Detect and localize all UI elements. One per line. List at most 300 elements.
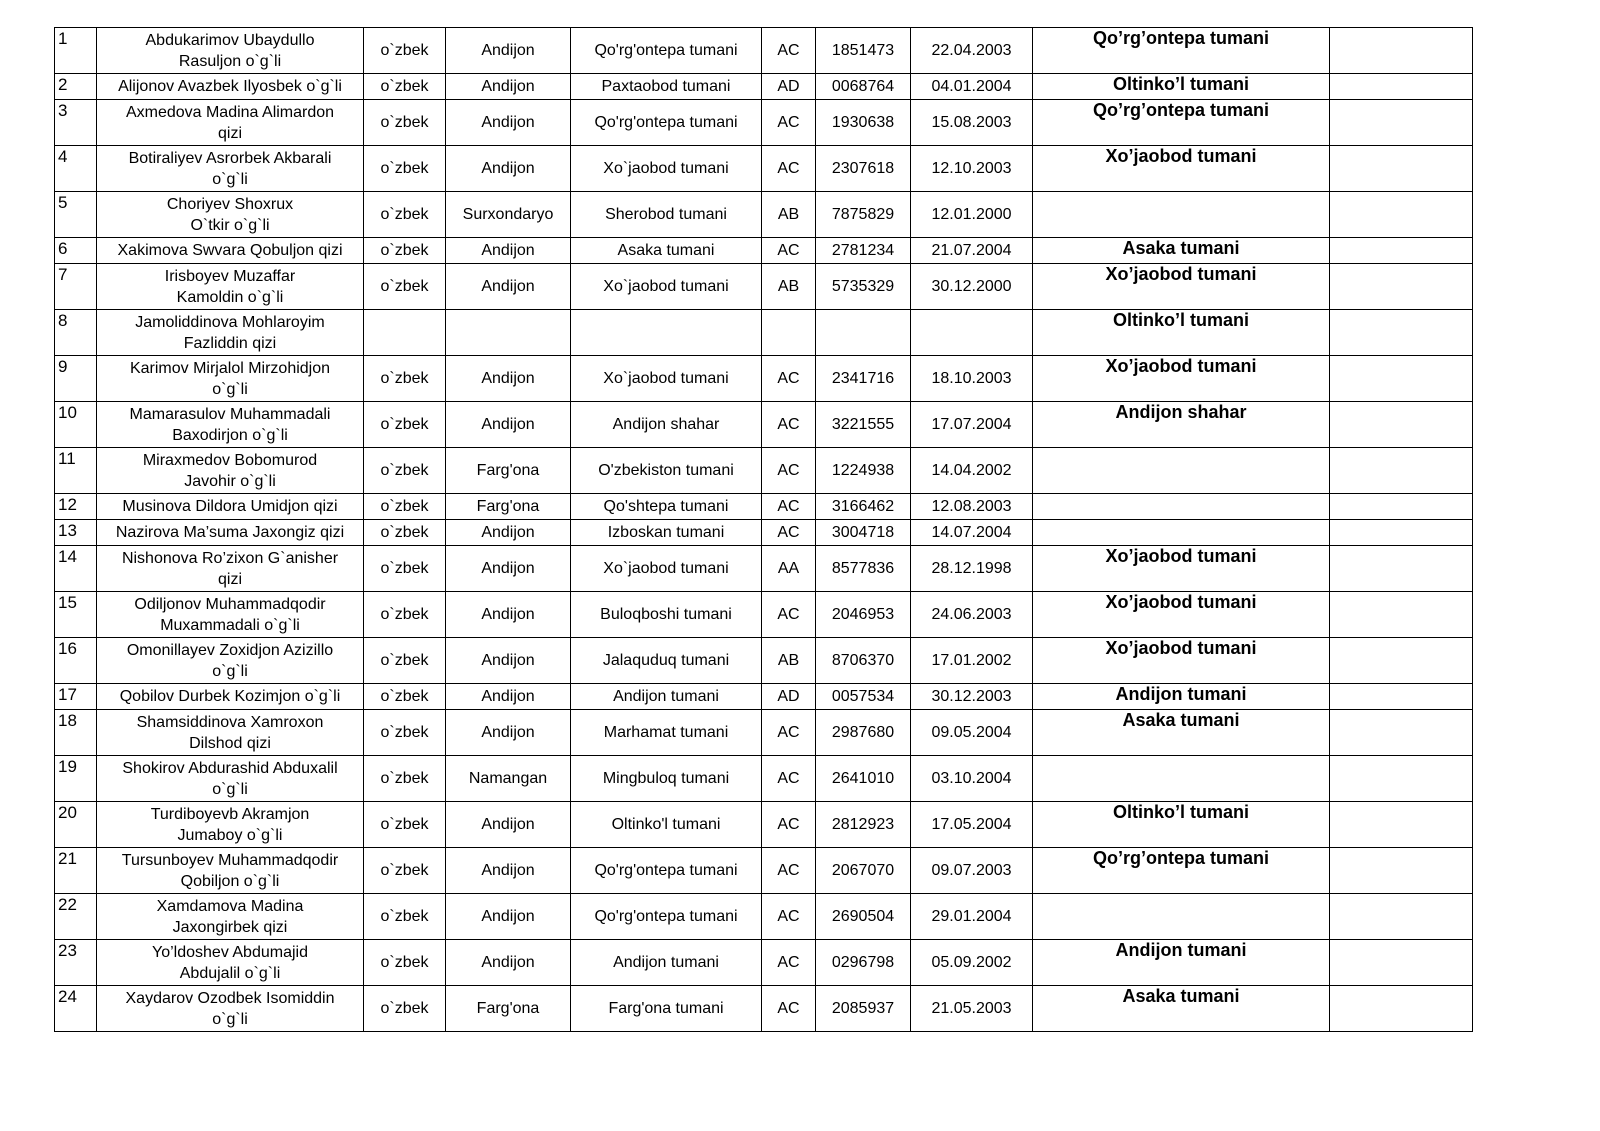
row-number: 11 — [55, 448, 97, 494]
table-row — [55, 264, 1473, 310]
assigned-district — [1033, 756, 1330, 802]
region: Andijon — [446, 802, 571, 848]
passport-number: 2085937 — [816, 986, 911, 1032]
name-line: Rasuljon o`g`li — [178, 52, 282, 70]
notes-cell — [1330, 986, 1473, 1032]
name-line: Irisboyev Muzaffar — [164, 267, 296, 285]
passport-series: AC — [762, 494, 816, 520]
assigned-district: Andijon tumani — [1033, 940, 1330, 986]
row-number: 8 — [55, 310, 97, 356]
region: Andijon — [446, 74, 571, 100]
row-number: 1 — [55, 28, 97, 74]
table-row — [55, 238, 1473, 264]
district: Xo`jaobod tumani — [571, 546, 762, 592]
name-line: Jumaboy o`g`li — [177, 826, 283, 844]
row-number: 6 — [55, 238, 97, 264]
region: Andijon — [446, 28, 571, 74]
birth-date: 14.04.2002 — [911, 448, 1033, 494]
table-row — [55, 756, 1473, 802]
nationality: o`zbek — [364, 74, 446, 100]
region: Andijon — [446, 894, 571, 940]
birth-date: 09.07.2003 — [911, 848, 1033, 894]
name-line: Abdukarimov Ubaydullo — [145, 31, 315, 49]
row-number: 4 — [55, 146, 97, 192]
nationality: o`zbek — [364, 192, 446, 238]
full-name — [97, 710, 364, 756]
birth-date: 22.04.2003 — [911, 28, 1033, 74]
full-name — [97, 74, 364, 100]
name-line: Odiljonov Muhammadqodir — [134, 595, 326, 613]
name-line: Qobilov Durbek Kozimjon o`g`li — [119, 688, 341, 705]
region: Andijon — [446, 356, 571, 402]
passport-series: AC — [762, 402, 816, 448]
birth-date — [911, 310, 1033, 356]
assigned-district — [1033, 192, 1330, 238]
assigned-district: Andijon shahar — [1033, 402, 1330, 448]
table-row — [55, 848, 1473, 894]
nationality: o`zbek — [364, 546, 446, 592]
nationality: o`zbek — [364, 710, 446, 756]
district: Andijon tumani — [571, 940, 762, 986]
nationality: o`zbek — [364, 894, 446, 940]
name-line: Qobiljon o`g`li — [180, 872, 280, 890]
name-line: Mamarasulov Muhammadali — [129, 405, 331, 423]
name-line: Kamoldin o`g`li — [176, 288, 284, 306]
notes-cell — [1330, 546, 1473, 592]
name-line: Muxammadali o`g`li — [160, 616, 300, 634]
passport-number: 1930638 — [816, 100, 911, 146]
table-row — [55, 494, 1473, 520]
name-line: qizi — [217, 570, 242, 588]
passport-series: AB — [762, 638, 816, 684]
passport-series: AB — [762, 264, 816, 310]
passport-number — [816, 310, 911, 356]
full-name — [97, 986, 364, 1032]
assigned-district: Asaka tumani — [1033, 986, 1330, 1032]
full-name — [97, 494, 364, 520]
notes-cell — [1330, 402, 1473, 448]
nationality: o`zbek — [364, 520, 446, 546]
assigned-district: Andijon tumani — [1033, 684, 1330, 710]
birth-date: 29.01.2004 — [911, 894, 1033, 940]
table-row — [55, 638, 1473, 684]
table-row — [55, 356, 1473, 402]
assigned-district: Asaka tumani — [1033, 710, 1330, 756]
table-row — [55, 520, 1473, 546]
notes-cell — [1330, 100, 1473, 146]
name-line: Xaydarov Ozodbek Isomiddin — [125, 989, 335, 1007]
district: Paxtaobod tumani — [571, 74, 762, 100]
passport-number: 2046953 — [816, 592, 911, 638]
name-line: o`g`li — [212, 662, 248, 680]
name-line: Musinova Dildora Umidjon qizi — [122, 498, 338, 515]
row-number: 2 — [55, 74, 97, 100]
assigned-district: Oltinko’l tumani — [1033, 802, 1330, 848]
name-line: Baxodirjon o`g`li — [172, 426, 288, 444]
nationality: o`zbek — [364, 802, 446, 848]
district: Qo'rg'ontepa tumani — [571, 28, 762, 74]
passport-number: 8706370 — [816, 638, 911, 684]
region: Farg'ona — [446, 986, 571, 1032]
notes-cell — [1330, 356, 1473, 402]
passport-series: AD — [762, 74, 816, 100]
name-line: Axmedova Madina Alimardon — [125, 103, 335, 121]
full-name — [97, 940, 364, 986]
nationality: o`zbek — [364, 986, 446, 1032]
name-line: o`g`li — [212, 170, 248, 188]
nationality: o`zbek — [364, 756, 446, 802]
region: Andijon — [446, 940, 571, 986]
birth-date: 28.12.1998 — [911, 546, 1033, 592]
table-row — [55, 986, 1473, 1032]
table-row — [55, 402, 1473, 448]
nationality: o`zbek — [364, 494, 446, 520]
district: Oltinko'l tumani — [571, 802, 762, 848]
passport-number: 2987680 — [816, 710, 911, 756]
full-name — [97, 402, 364, 448]
notes-cell — [1330, 74, 1473, 100]
region — [446, 310, 571, 356]
name-line: o`g`li — [212, 380, 248, 398]
notes-cell — [1330, 28, 1473, 74]
assigned-district: Asaka tumani — [1033, 238, 1330, 264]
district: Andijon shahar — [571, 402, 762, 448]
name-line: Jamoliddinova Mohlaroyim — [135, 313, 325, 331]
full-name — [97, 894, 364, 940]
name-line: Tursunboyev Muhammadqodir — [121, 851, 339, 869]
birth-date: 21.07.2004 — [911, 238, 1033, 264]
district: Jalaquduq tumani — [571, 638, 762, 684]
row-number: 17 — [55, 684, 97, 710]
district: Marhamat tumani — [571, 710, 762, 756]
full-name — [97, 520, 364, 546]
region: Surxondaryo — [446, 192, 571, 238]
birth-date: 05.09.2002 — [911, 940, 1033, 986]
row-number: 19 — [55, 756, 97, 802]
birth-date: 09.05.2004 — [911, 710, 1033, 756]
district: Qo'rg'ontepa tumani — [571, 894, 762, 940]
table-row — [55, 146, 1473, 192]
table-row — [55, 192, 1473, 238]
row-number: 21 — [55, 848, 97, 894]
assigned-district: Xo’jaobod tumani — [1033, 592, 1330, 638]
name-line: Botiraliyev Asrorbek Akbarali — [128, 149, 332, 167]
full-name — [97, 238, 364, 264]
nationality: o`zbek — [364, 100, 446, 146]
region: Farg'ona — [446, 494, 571, 520]
passport-series: AC — [762, 986, 816, 1032]
notes-cell — [1330, 802, 1473, 848]
notes-cell — [1330, 894, 1473, 940]
district: Buloqboshi tumani — [571, 592, 762, 638]
notes-cell — [1330, 710, 1473, 756]
assigned-district: Xo’jaobod tumani — [1033, 356, 1330, 402]
notes-cell — [1330, 520, 1473, 546]
name-line: Fazliddin qizi — [183, 334, 277, 352]
district: Xo`jaobod tumani — [571, 356, 762, 402]
name-line: Shokirov Abdurashid Abduxalil — [122, 759, 338, 777]
nationality: o`zbek — [364, 448, 446, 494]
assigned-district: Xo’jaobod tumani — [1033, 146, 1330, 192]
district: Farg'ona tumani — [571, 986, 762, 1032]
name-line: Nazirova Ma’suma Jaxongiz qizi — [115, 524, 345, 541]
table-row — [55, 894, 1473, 940]
full-name — [97, 100, 364, 146]
table-row — [55, 802, 1473, 848]
passport-number: 2690504 — [816, 894, 911, 940]
table-row — [55, 100, 1473, 146]
passport-series: AC — [762, 756, 816, 802]
row-number: 16 — [55, 638, 97, 684]
passport-series: AC — [762, 448, 816, 494]
passport-number: 5735329 — [816, 264, 911, 310]
assigned-district: Qo’rg’ontepa tumani — [1033, 28, 1330, 74]
passport-series: AC — [762, 940, 816, 986]
row-number: 24 — [55, 986, 97, 1032]
birth-date: 12.01.2000 — [911, 192, 1033, 238]
row-number: 22 — [55, 894, 97, 940]
full-name — [97, 638, 364, 684]
passport-series: AC — [762, 356, 816, 402]
birth-date: 17.07.2004 — [911, 402, 1033, 448]
birth-date: 12.10.2003 — [911, 146, 1033, 192]
full-name — [97, 802, 364, 848]
nationality: o`zbek — [364, 356, 446, 402]
assigned-district: Xo’jaobod tumani — [1033, 546, 1330, 592]
full-name — [97, 848, 364, 894]
name-line: Xakimova Swvara Qobuljon qizi — [117, 242, 343, 259]
passport-number: 2781234 — [816, 238, 911, 264]
birth-date: 24.06.2003 — [911, 592, 1033, 638]
full-name — [97, 264, 364, 310]
notes-cell — [1330, 756, 1473, 802]
name-line: Nishonova Ro’zixon G`anisher — [121, 549, 339, 567]
passport-number: 3221555 — [816, 402, 911, 448]
region: Andijon — [446, 592, 571, 638]
name-line: Xamdamova Madina — [156, 897, 304, 915]
district — [571, 310, 762, 356]
passport-number: 2641010 — [816, 756, 911, 802]
region: Namangan — [446, 756, 571, 802]
region: Andijon — [446, 264, 571, 310]
assigned-district: Oltinko’l tumani — [1033, 74, 1330, 100]
assigned-district — [1033, 448, 1330, 494]
table-row — [55, 684, 1473, 710]
name-line: Miraxmedov Bobomurod — [142, 451, 318, 469]
name-line: Yo’ldoshev Abdumajid — [152, 943, 308, 961]
passport-number: 3004718 — [816, 520, 911, 546]
notes-cell — [1330, 310, 1473, 356]
passport-number: 1224938 — [816, 448, 911, 494]
passport-series: AB — [762, 192, 816, 238]
region: Andijon — [446, 546, 571, 592]
name-line: Shamsiddinova Xamroxon — [136, 713, 324, 731]
passport-series: AC — [762, 238, 816, 264]
passport-series: AC — [762, 802, 816, 848]
region: Andijon — [446, 238, 571, 264]
district: Qo'rg'ontepa tumani — [571, 100, 762, 146]
full-name — [97, 356, 364, 402]
district: Andijon tumani — [571, 684, 762, 710]
table-row — [55, 28, 1473, 74]
assigned-district: Qo’rg’ontepa tumani — [1033, 100, 1330, 146]
district: O'zbekiston tumani — [571, 448, 762, 494]
nationality: o`zbek — [364, 638, 446, 684]
passport-number: 8577836 — [816, 546, 911, 592]
name-line: Turdiboyevb Akramjon — [150, 805, 310, 823]
row-number: 5 — [55, 192, 97, 238]
table-row — [55, 448, 1473, 494]
region: Andijon — [446, 146, 571, 192]
row-number: 10 — [55, 402, 97, 448]
passport-series: AC — [762, 710, 816, 756]
nationality: o`zbek — [364, 402, 446, 448]
passport-number: 2812923 — [816, 802, 911, 848]
region: Andijon — [446, 638, 571, 684]
region: Andijon — [446, 710, 571, 756]
full-name — [97, 756, 364, 802]
birth-date: 03.10.2004 — [911, 756, 1033, 802]
passport-number: 2067070 — [816, 848, 911, 894]
passport-number: 2307618 — [816, 146, 911, 192]
notes-cell — [1330, 940, 1473, 986]
district: Xo`jaobod tumani — [571, 146, 762, 192]
region: Andijon — [446, 402, 571, 448]
name-line: Jaxongirbek qizi — [172, 918, 288, 936]
row-number: 13 — [55, 520, 97, 546]
region: Andijon — [446, 848, 571, 894]
full-name — [97, 192, 364, 238]
birth-date: 14.07.2004 — [911, 520, 1033, 546]
passport-series: AC — [762, 28, 816, 74]
name-line: Alijonov Avazbek Ilyosbek o`g`li — [118, 78, 342, 95]
assigned-district: Qo’rg’ontepa tumani — [1033, 848, 1330, 894]
passport-number: 0296798 — [816, 940, 911, 986]
full-name — [97, 592, 364, 638]
notes-cell — [1330, 494, 1473, 520]
full-name — [97, 684, 364, 710]
passport-number: 0057534 — [816, 684, 911, 710]
assigned-district — [1033, 520, 1330, 546]
nationality: o`zbek — [364, 146, 446, 192]
full-name — [97, 448, 364, 494]
full-name — [97, 546, 364, 592]
passport-series: AC — [762, 848, 816, 894]
passport-series: AC — [762, 894, 816, 940]
district: Xo`jaobod tumani — [571, 264, 762, 310]
region: Andijon — [446, 520, 571, 546]
full-name — [97, 28, 364, 74]
name-line: o`g`li — [212, 1010, 248, 1028]
assigned-district: Xo’jaobod tumani — [1033, 638, 1330, 684]
assigned-district — [1033, 894, 1330, 940]
nationality: o`zbek — [364, 28, 446, 74]
notes-cell — [1330, 638, 1473, 684]
birth-date: 04.01.2004 — [911, 74, 1033, 100]
row-number: 9 — [55, 356, 97, 402]
passport-number: 1851473 — [816, 28, 911, 74]
nationality: o`zbek — [364, 238, 446, 264]
nationality: o`zbek — [364, 592, 446, 638]
row-number: 20 — [55, 802, 97, 848]
region: Andijon — [446, 684, 571, 710]
district: Qo'shtepa tumani — [571, 494, 762, 520]
district: Izboskan tumani — [571, 520, 762, 546]
notes-cell — [1330, 592, 1473, 638]
passport-series: AA — [762, 546, 816, 592]
nationality: o`zbek — [364, 848, 446, 894]
notes-cell — [1330, 192, 1473, 238]
full-name — [97, 146, 364, 192]
row-number: 18 — [55, 710, 97, 756]
notes-cell — [1330, 684, 1473, 710]
passport-number: 7875829 — [816, 192, 911, 238]
passport-number: 2341716 — [816, 356, 911, 402]
name-line: Choriyev Shoxrux — [166, 195, 294, 213]
passport-series: AC — [762, 592, 816, 638]
table-row — [55, 74, 1473, 100]
row-number: 7 — [55, 264, 97, 310]
notes-cell — [1330, 264, 1473, 310]
table-row — [55, 940, 1473, 986]
name-line: o`g`li — [212, 780, 248, 798]
passport-number: 0068764 — [816, 74, 911, 100]
table-row — [55, 592, 1473, 638]
nationality — [364, 310, 446, 356]
nationality: o`zbek — [364, 264, 446, 310]
assigned-district: Oltinko’l tumani — [1033, 310, 1330, 356]
notes-cell — [1330, 146, 1473, 192]
name-line: Javohir o`g`li — [184, 472, 276, 490]
birth-date: 17.05.2004 — [911, 802, 1033, 848]
district: Sherobod tumani — [571, 192, 762, 238]
birth-date: 30.12.2003 — [911, 684, 1033, 710]
table-row — [55, 310, 1473, 356]
row-number: 12 — [55, 494, 97, 520]
notes-cell — [1330, 848, 1473, 894]
row-number: 14 — [55, 546, 97, 592]
region: Farg'ona — [446, 448, 571, 494]
passport-series: AC — [762, 520, 816, 546]
birth-date: 17.01.2002 — [911, 638, 1033, 684]
passport-series — [762, 310, 816, 356]
full-name — [97, 310, 364, 356]
row-number: 3 — [55, 100, 97, 146]
birth-date: 12.08.2003 — [911, 494, 1033, 520]
name-line: Dilshod qizi — [189, 734, 271, 752]
roster-body — [55, 28, 1473, 1032]
student-roster-table — [54, 27, 1473, 1032]
district: Mingbuloq tumani — [571, 756, 762, 802]
birth-date: 15.08.2003 — [911, 100, 1033, 146]
row-number: 23 — [55, 940, 97, 986]
district: Qo'rg'ontepa tumani — [571, 848, 762, 894]
region: Andijon — [446, 100, 571, 146]
table-row — [55, 710, 1473, 756]
row-number: 15 — [55, 592, 97, 638]
name-line: Omonillayev Zoxidjon Azizillo — [126, 641, 334, 659]
notes-cell — [1330, 238, 1473, 264]
name-line: Abdujalil o`g`li — [179, 964, 281, 982]
birth-date: 21.05.2003 — [911, 986, 1033, 1032]
table-row — [55, 546, 1473, 592]
passport-series: AC — [762, 146, 816, 192]
passport-number: 3166462 — [816, 494, 911, 520]
nationality: o`zbek — [364, 940, 446, 986]
assigned-district: Xo’jaobod tumani — [1033, 264, 1330, 310]
name-line: O`tkir o`g`li — [190, 216, 270, 234]
passport-series: AC — [762, 100, 816, 146]
